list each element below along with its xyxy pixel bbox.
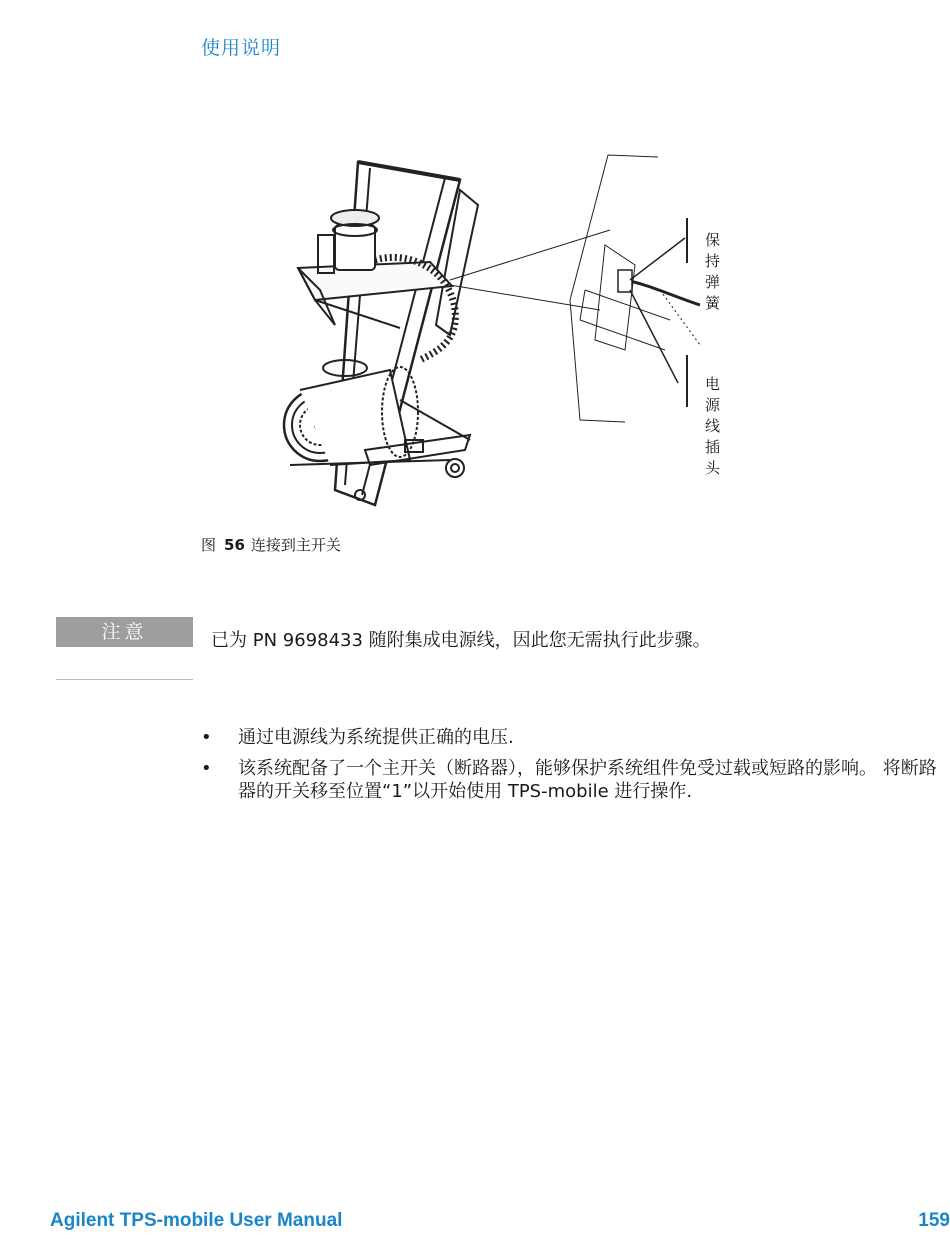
- tps-mobile-line-drawing: [240, 150, 720, 520]
- footer-page-number: 159: [918, 1210, 950, 1231]
- bullet-text: 该系统配备了一个主开关（断路器），能够保护系统组件免受过载或短路的影响。 将断路器的开关移至位置“1”以开始使用 TPS-mobile 进行操作.: [238, 758, 937, 802]
- bullet-marker: •: [201, 727, 212, 748]
- figure-caption: [201, 534, 341, 555]
- list-item: [201, 726, 946, 749]
- section-title: 使用说明: [201, 37, 282, 59]
- figure-caption-text: 连接到主开关: [250, 536, 341, 554]
- callout-plug-label: 电源线插头: [705, 375, 721, 477]
- footer-manual-title: Agilent TPS-mobile User Manual: [50, 1210, 343, 1231]
- bullet-list: [201, 726, 946, 811]
- figure-caption-number: 56: [224, 536, 245, 554]
- callout-spring-label: 保持弹簧: [705, 231, 721, 312]
- figure-caption-prefix: 图: [201, 536, 217, 554]
- notice-text: 已为 PN 9698433 随附集成电源线，因此您无需执行此步骤。: [211, 630, 711, 651]
- bullet-text: 通过电源线为系统提供正确的电压.: [238, 727, 514, 748]
- figure-tps-mobile-illustration: [240, 150, 720, 520]
- notice-badge: 注意: [56, 617, 193, 647]
- list-item: [201, 757, 946, 803]
- bullet-marker: •: [201, 758, 212, 779]
- notice-divider: [56, 679, 193, 680]
